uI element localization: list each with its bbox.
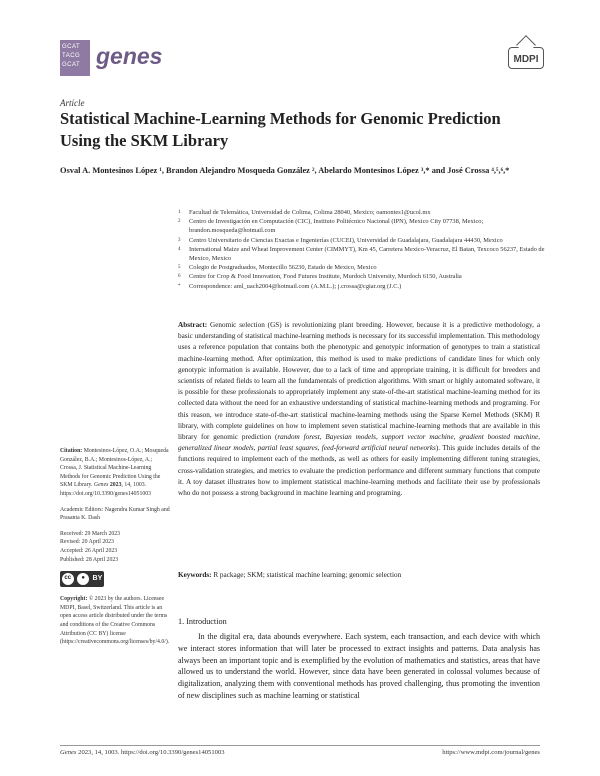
citation-text: Montesinos-López, O.A.; Mosqueda González, B.A.; Montesinos-López, A.; Crossa, J. Statistical Machine-Learning Methods for Genomic Prediction Using the SKM Library. xyxy=(60,448,169,489)
copyright-block xyxy=(60,595,170,647)
affiliations xyxy=(178,208,558,291)
citation-year: 2023 xyxy=(109,482,122,489)
copyright-label: Copyright: xyxy=(60,596,88,603)
keywords xyxy=(178,571,540,579)
published-date: Published: 28 April 2023 xyxy=(60,556,119,563)
introduction-paragraph: In the digital era, data abounds everywhere. Each system, each transaction, and each device with which we interact stores information that will later be processed to extract insights and patterns. Data analysis has always been an important topic and is exemplified by the evolution of mathematics and statistics, areas that have allowed us to understand the world. However, since data have been generated in colossal volumes because of digitalization, analyzing them with conventional methods has proved challenging, thus promoting the invention of new disciplines such as machine learning or statistical xyxy=(178,632,540,700)
logo-line: GCAT xyxy=(62,62,81,68)
footer-doi-link[interactable]: 2023, 14, 1003. https://doi.org/10.3390/genes14051003 xyxy=(78,749,225,756)
cc-icon: cc xyxy=(62,573,74,585)
footer-journal-url[interactable]: https://www.mdpi.com/journal/genes xyxy=(442,749,540,756)
footer-divider xyxy=(60,745,540,746)
section-heading-introduction: 1. Introduction xyxy=(178,617,227,626)
journal-logo xyxy=(60,40,90,76)
revised-date: Revised: 20 April 2023 xyxy=(60,539,114,546)
abstract-label: Abstract: xyxy=(178,321,208,329)
abstract xyxy=(178,320,540,499)
academic-editors: Academic Editors: Nagendra Kumar Singh and Prasanta K. Dash xyxy=(60,506,170,522)
person-icon: ● xyxy=(77,573,89,585)
journal-name[interactable]: genes xyxy=(96,43,163,69)
citation-label: Citation: xyxy=(60,448,83,454)
footer-citation xyxy=(60,749,225,756)
article-info-sidebar xyxy=(60,447,170,654)
publisher-name: MDPI xyxy=(513,54,539,65)
keywords-text: R package; SKM; statistical machine learning; genomic selection xyxy=(213,571,402,579)
accepted-date: Accepted: 26 April 2023 xyxy=(60,547,118,554)
footer-journal: Genes xyxy=(60,749,77,756)
paper-title: Statistical Machine-Learning Methods for Genomic Prediction Using the SKM Library xyxy=(60,109,501,150)
publisher-logo[interactable] xyxy=(508,47,544,69)
keywords-label: Keywords: xyxy=(178,571,212,579)
citation-block xyxy=(60,447,170,499)
logo-line: TACG xyxy=(62,53,81,59)
affiliation-item: 6 Centre for Crop & Food Innovation, Food Futures Institute, Murdoch University, Murdoch 6150, Australia xyxy=(178,273,462,281)
logo-line: GCAT xyxy=(62,44,81,50)
copyright-text: © 2023 by the authors. Licensee MDPI, Basel, Switzerland. This article is an open access article distributed under the terms and conditions of the Creative Commons Attribution (CC BY) license (https://creativecommons.org/licenses/by/4.0/). xyxy=(60,596,170,646)
article-type: Article xyxy=(60,98,85,108)
affiliation-item: 5 Colegio de Postgraduados, Montecillo 56230, Estado de Mexico, Mexico xyxy=(178,264,377,272)
correspondence[interactable]: * Correspondence: aml_uach2004@hotmail.com (A.M.L.); j.crossa@cgiar.org (J.C.) xyxy=(178,282,402,290)
affiliation-item: 2 Centro de Investigación en Computación (CIC), Instituto Politécnico Nacional (IPN), Mexico City 07738, Mexico; brandon.mosqueda@hotmail.com xyxy=(178,218,484,235)
dates xyxy=(60,530,170,564)
publisher-logo-roof xyxy=(516,35,536,55)
author-list: Osval A. Montesinos López ¹, Brandon Alejandro Mosqueda González ², Abelardo Montesinos López ³,* and José Crossa ⁴,⁵,⁶,* xyxy=(60,166,510,175)
abstract-text: Genomic selection (GS) is revolutionizing plant breeding. However, because it is a predictive methodology, a basic understanding of statistical machine-learning methods is necessary for its successful implementation. This methodology uses a reference population that contains both the phenotypic and genotypic information of genotypes to train a statistical machine-learning method. After optimization, this method is used to make predictions of candidate lines for which only genotypic information is available. However, due to a lack of time and appropriate training, it is difficult for breeders and scientists of related fields to learn all the fundamentals of prediction algorithms. With smart or highly automated software, it is possible for these professionals to appropriately implement any state-of-the-art statistical machine-learning method for its collected data without the need for an exhaustive understanding of statistical machine-learning methods and programing. For this reason, we introduce state-of-the-art statistical machine-learning methods using the Sparse Kernel Methods (SKM) R library, with complete guidelines on how to implement seven statistical machine-learning methods that are available in this library for genomic prediction ( xyxy=(178,321,541,442)
received-date: Received: 29 March 2023 xyxy=(60,530,121,537)
cc-label: BY xyxy=(92,574,103,582)
citation-journal: Genes xyxy=(93,482,109,489)
affiliation-item: 1 Facultad de Telemática, Universidad de Colima, Colima 28040, Mexico; oamontes1@ucol.mx xyxy=(178,209,431,216)
affiliation-item: 3 Centro Universitario de Ciencias Exactas e Ingenierías (CUCEI), Universidad de Guadalajara, Guadalajara 44430, Mexico xyxy=(178,236,503,244)
cc-by-badge[interactable] xyxy=(60,571,104,587)
abstract-text-continued: ). This guide includes details of the functions required to implement each of the methods, as well as others for easily implementing different tuning strategies, cross-validation strategies, and metrics to evaluate the prediction performance and different summary functions that compute it. A toy dataset illustrates how to implement statistical machine-learning methods and facilitate their use by professionals who do not possess a strong background in machine learning and programing. xyxy=(178,444,540,498)
abstract-methods: random forest, Bayesian models, support vector machine, gradient boosted machine, generalized linear models, partial least squares, feed-forward artificial neural networks xyxy=(178,433,541,453)
affiliation-item: 4 International Maize and Wheat Improvement Center (CIMMYT), Km 45, Carretera Mexico-Veracruz, El Batan, Texcoco 56237, Estado de Mexico, Mexico xyxy=(178,245,545,263)
citation-doi-link[interactable]: , 14, 1003. https://doi.org/10.3390/genes14051003 xyxy=(60,482,152,497)
